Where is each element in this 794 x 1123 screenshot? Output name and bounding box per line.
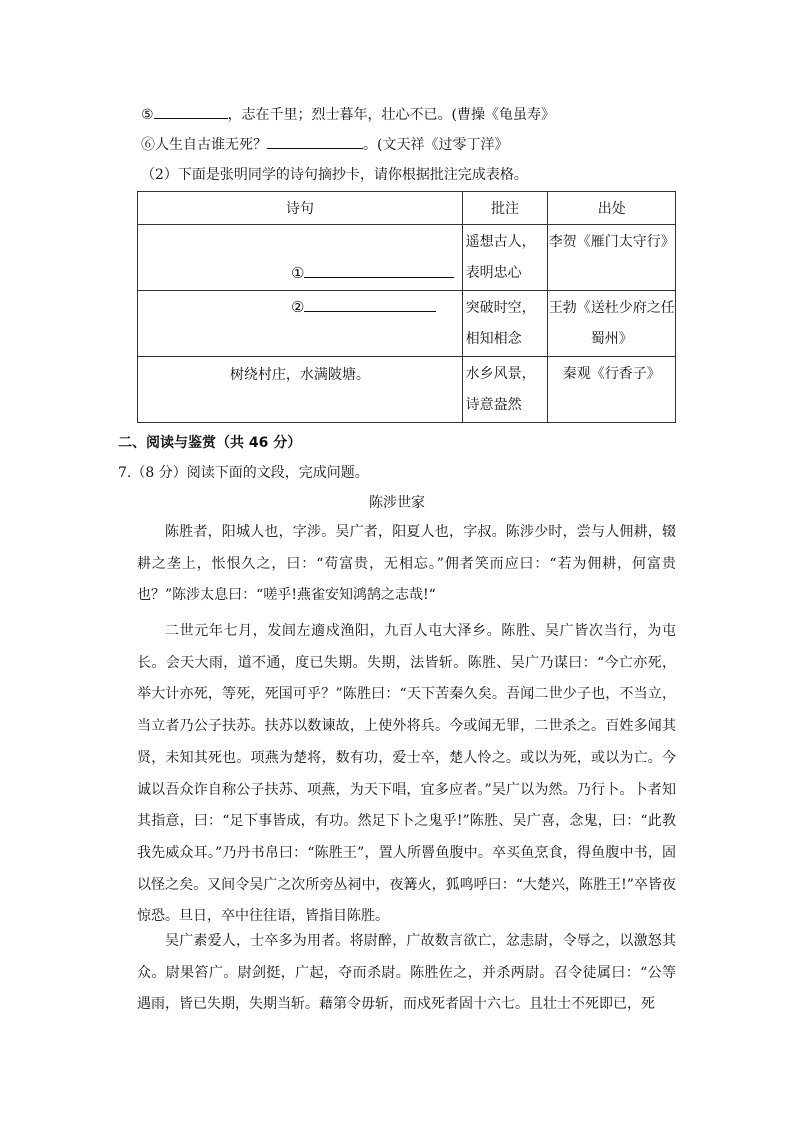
paragraph-text: 陈胜者，阳城人也，字涉。吴广者，阳夏人也，字叔。陈涉少时，尝与人佣耕，辍耕之垄上，怅恨久之，曰：“苟富贵，无相忘。”佣者笑而应曰：“若为佣耕，何富贵也？”陈涉太息曰：“嗟乎!燕雀安知鸿鹄之志哉!“ <box>137 524 676 604</box>
source-cell-1: 李贺《雁门太守行》 <box>548 225 676 291</box>
fill-line-text: 人生自古谁无死？ <box>155 137 267 153</box>
blank-marker-1: ① <box>291 264 305 282</box>
fill-line-5 <box>141 104 555 125</box>
fill-line-text: ，志在千里；烈士暮年，壮心不已。(曹操《龟虽寿》 <box>227 107 556 123</box>
poem-card-table <box>137 191 676 423</box>
note-cell-3: 水乡风景，诗意盎然 <box>462 357 548 423</box>
source-cell-3: 秦观《行香子》 <box>548 357 676 423</box>
section-heading: 二、阅读与鉴赏（共 46 分） <box>118 435 302 451</box>
paragraph-text: 二世元年七月，发闾左適戍渔阳，九百人屯大泽乡。陈胜、吴广皆次当行，为屯长。会天大雨，道不通，度已失期。失期，法皆斩。陈胜、吴广乃谋曰：“今亡亦死，举大计亦死，等死，死国可乎？”陈胜曰：“天下苦秦久矣。吾闻二世少子也，不当立，当立者乃公子扶苏。扶苏以数谏故，上使外将兵。今或闻无罪，二世杀之。百姓多闻其贤，未知其死也。项燕为楚将，数有功，爱士卒，楚人怜之。或以为死，或以为亡。今诚以吾众诈自称公子扶苏、项燕，为天下唱，宜多应者。”吴广以为然。乃行卜。卜者知其指意，曰：“足下事皆成，有功。然足下卜之鬼乎!”陈胜、吴广喜，念鬼，曰：“此教我先威众耳。”乃丹书帛曰：“陈胜王”，置人所罾鱼腹中。卒买鱼烹食，得鱼腹中书，固以怪之矣。又间令吴广之次所旁丛祠中，夜篝火，狐鸣呼曰：“大楚兴，陈胜王!”卒皆夜惊恐。旦日，卒中往往语，皆指目陈胜。 <box>137 623 676 925</box>
paragraph-text: 吴广素爱人，士卒多为用者。将尉醉，广故数言欲亡，忿恚尉，令辱之，以激怒其众。尉果笞广。尉剑挺，广起，夺而杀尉。陈胜佐之，并杀两尉。召令徒属曰：“公等遇雨，皆已失期，失期当斩。藉第令毋斩，而戍死者固十六七。且壮士不死即已，死 <box>137 933 676 1013</box>
header-note: 批注 <box>462 192 548 225</box>
paragraph-3 <box>137 926 676 1021</box>
answer-blank[interactable] <box>154 104 228 119</box>
source-cell-2: 王勃《送杜少府之任蜀州》 <box>548 291 676 357</box>
poem-cell-1 <box>138 225 463 291</box>
header-source: 出处 <box>548 192 676 225</box>
question-marker: ⑤ <box>141 107 154 123</box>
passage-title: 陈涉世家 <box>369 495 425 511</box>
table-intro: （2）下面是张明同学的诗句摘抄卡，请你根据批注完成表格。 <box>141 167 528 183</box>
header-poem: 诗句 <box>138 192 463 225</box>
poem-cell-3: 树绕村庄，水满陂塘。 <box>138 357 463 423</box>
paragraph-1 <box>137 517 676 612</box>
fill-line-text: 。(文天祥《过零丁洋》 <box>363 137 509 153</box>
blank-marker-2: ② <box>291 298 305 316</box>
poem-blank-1[interactable] <box>304 263 454 278</box>
answer-blank[interactable] <box>267 134 363 149</box>
poem-blank-2[interactable] <box>304 297 436 312</box>
paragraph-2 <box>137 616 676 933</box>
question-7: 7.（8 分）阅读下面的文段，完成问题。 <box>118 465 369 481</box>
note-cell-1: 遥想古人，表明忠心 <box>462 225 548 291</box>
poem-cell-2 <box>138 291 463 357</box>
question-marker: ⑥ <box>141 137 155 153</box>
fill-line-6 <box>141 134 508 155</box>
note-cell-2: 突破时空，相知相念 <box>462 291 548 357</box>
